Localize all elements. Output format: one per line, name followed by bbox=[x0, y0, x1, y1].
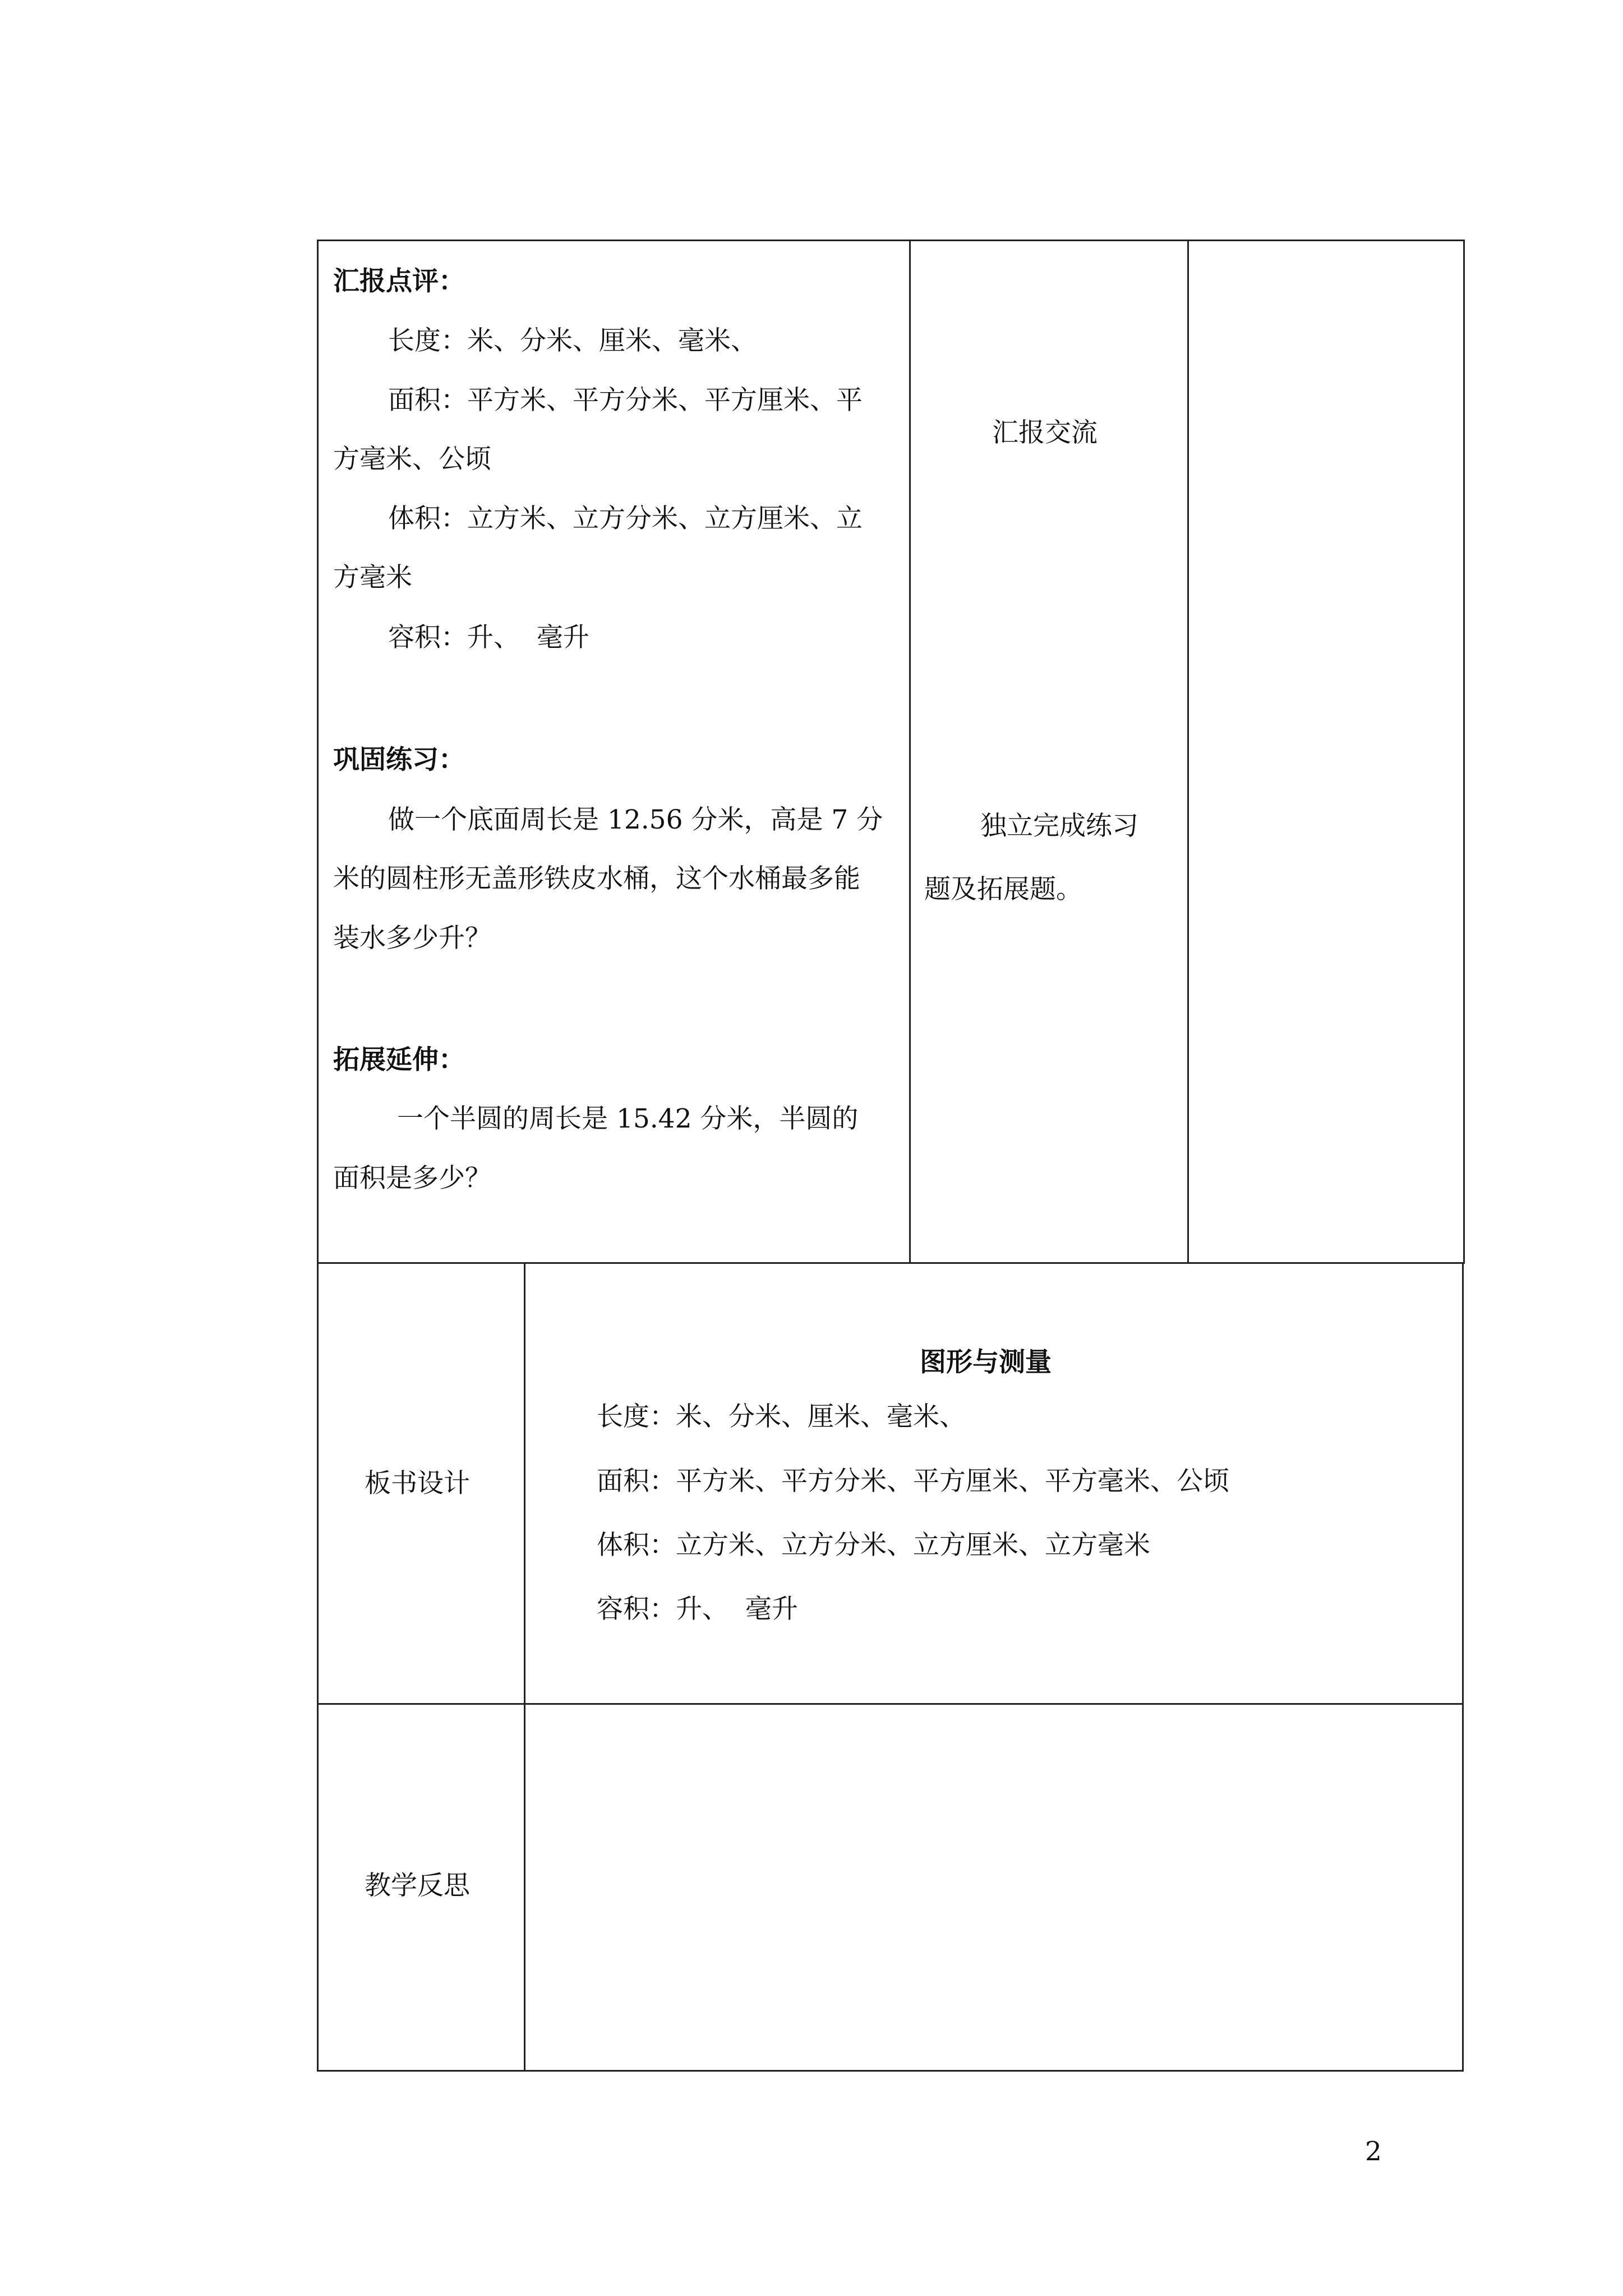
table-border-right-top bbox=[1463, 240, 1465, 1264]
practice-line: 做一个底面周长是 12.56 分米，高是 7 分 bbox=[388, 804, 883, 835]
practice-heading: 巩固练习： bbox=[333, 744, 465, 775]
practice-activity-line: 独立完成练习 bbox=[980, 811, 1138, 841]
row-divider-2 bbox=[317, 1703, 1464, 1705]
board-design-title: 图形与测量 bbox=[920, 1347, 1052, 1378]
reflection-label: 教学反思 bbox=[365, 1870, 470, 1901]
report-line: 方毫米、公顷 bbox=[333, 444, 491, 475]
extend-line: 一个半圆的周长是 15.42 分米，半圆的 bbox=[397, 1103, 859, 1134]
practice-activity-line: 题及拓展题。 bbox=[924, 874, 1082, 905]
board-design-line: 容积：升、 毫升 bbox=[597, 1594, 798, 1625]
report-line: 长度：米、分米、厘米、毫米、 bbox=[388, 325, 757, 356]
extend-line: 面积是多少？ bbox=[333, 1163, 491, 1194]
extend-heading: 拓展延伸： bbox=[333, 1045, 465, 1075]
page-number: 2 bbox=[1365, 2136, 1382, 2167]
table-border-bottom bbox=[317, 2070, 1464, 2072]
board-design-line: 面积：平方米、平方分米、平方厘米、平方毫米、公顷 bbox=[597, 1466, 1229, 1497]
table-border-top bbox=[317, 240, 1465, 241]
report-activity: 汇报交流 bbox=[992, 417, 1098, 448]
practice-line: 米的圆柱形无盖形铁皮水桶，这个水桶最多能 bbox=[333, 863, 860, 894]
report-line: 容积：升、 毫升 bbox=[388, 622, 589, 653]
table-border-left bbox=[317, 240, 319, 2072]
row-divider-1 bbox=[317, 1262, 1465, 1264]
board-design-line: 长度：米、分米、厘米、毫米、 bbox=[597, 1401, 966, 1432]
practice-line: 装水多少升？ bbox=[333, 923, 491, 954]
column-divider-2 bbox=[1187, 240, 1189, 1264]
report-heading: 汇报点评： bbox=[333, 266, 465, 297]
column-divider-1 bbox=[909, 240, 911, 1264]
report-line: 面积：平方米、平方分米、平方厘米、平 bbox=[388, 385, 863, 416]
board-design-line: 体积：立方米、立方分米、立方厘米、立方毫米 bbox=[597, 1530, 1150, 1561]
board-design-label: 板书设计 bbox=[365, 1468, 470, 1499]
label-column-divider bbox=[524, 1262, 525, 2072]
report-line: 方毫米 bbox=[333, 562, 412, 593]
report-line: 体积：立方米、立方分米、立方厘米、立 bbox=[388, 503, 863, 534]
table-border-right-bottom bbox=[1462, 1262, 1464, 2072]
